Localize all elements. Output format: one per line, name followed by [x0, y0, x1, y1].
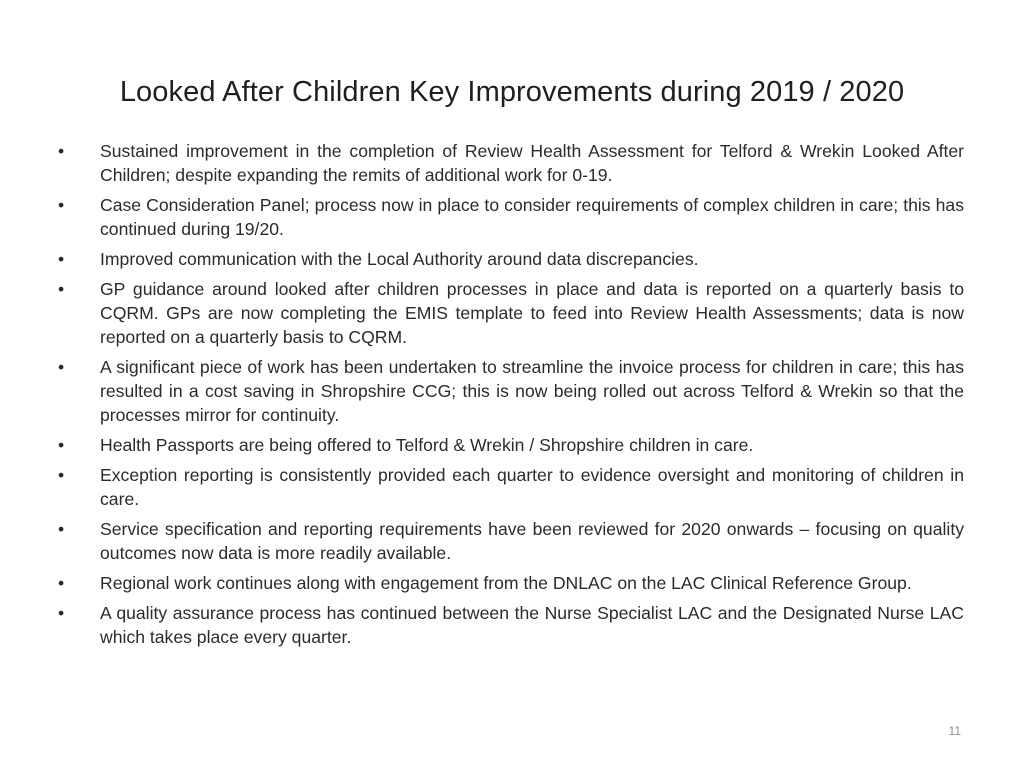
bullet-item-7 — [58, 463, 964, 511]
bullet-item-6 — [58, 433, 964, 457]
bullet-text: Sustained improvement in the completion of Review Health Assessment for Telford & Wrekin Looked After Children; despite expanding the remits of additional work for 0-19. — [100, 141, 964, 185]
bullet-item-2 — [58, 193, 964, 241]
bullet-icon: • — [58, 573, 65, 593]
bullet-text: GP guidance around looked after children processes in place and data is reported on a quarterly basis to CQRM. GPs are now completing the EMIS template to feed into Review Health Assessments; data is now reported on a quarterly basis to CQRM. — [100, 279, 964, 347]
bullet-icon: • — [58, 279, 65, 299]
bullet-icon: • — [58, 141, 65, 161]
bullet-icon: • — [58, 519, 65, 539]
bullet-text: Exception reporting is consistently provided each quarter to evidence oversight and monitoring of children in care. — [100, 465, 964, 509]
bullet-icon: • — [58, 357, 65, 377]
bullet-item-8 — [58, 517, 964, 565]
bullet-item-5 — [58, 355, 964, 427]
bullet-item-9 — [58, 571, 964, 595]
bullet-text: A quality assurance process has continued between the Nurse Specialist LAC and the Designated Nurse LAC which takes place every quarter. — [100, 603, 964, 647]
bullet-text: Improved communication with the Local Authority around data discrepancies. — [100, 249, 699, 269]
bullet-list — [58, 139, 964, 655]
slide-title: Looked After Children Key Improvements during 2019 / 2020 — [119, 76, 905, 108]
bullet-icon: • — [58, 603, 65, 623]
bullet-text: Service specification and reporting requirements have been reviewed for 2020 onwards – focusing on quality outcomes now data is more readily available. — [100, 519, 964, 563]
bullet-item-3 — [58, 247, 964, 271]
bullet-text: Case Consideration Panel; process now in place to consider requirements of complex children in care; this has continued during 19/20. — [100, 195, 964, 239]
bullet-item-4 — [58, 277, 964, 349]
bullet-text: Health Passports are being offered to Telford & Wrekin / Shropshire children in care. — [100, 435, 754, 455]
bullet-icon: • — [58, 435, 65, 455]
bullet-icon: • — [58, 249, 65, 269]
page-number: 11 — [948, 724, 961, 738]
bullet-icon: • — [58, 465, 65, 485]
bullet-icon: • — [58, 195, 65, 215]
bullet-item-10 — [58, 601, 964, 649]
bullet-text: A significant piece of work has been undertaken to streamline the invoice process for children in care; this has resulted in a cost saving in Shropshire CCG; this is now being rolled out across Telford & Wrekin so that the processes mirror for continuity. — [100, 357, 964, 425]
bullet-item-1 — [58, 139, 964, 187]
bullet-text: Regional work continues along with engagement from the DNLAC on the LAC Clinical Reference Group. — [100, 573, 912, 593]
